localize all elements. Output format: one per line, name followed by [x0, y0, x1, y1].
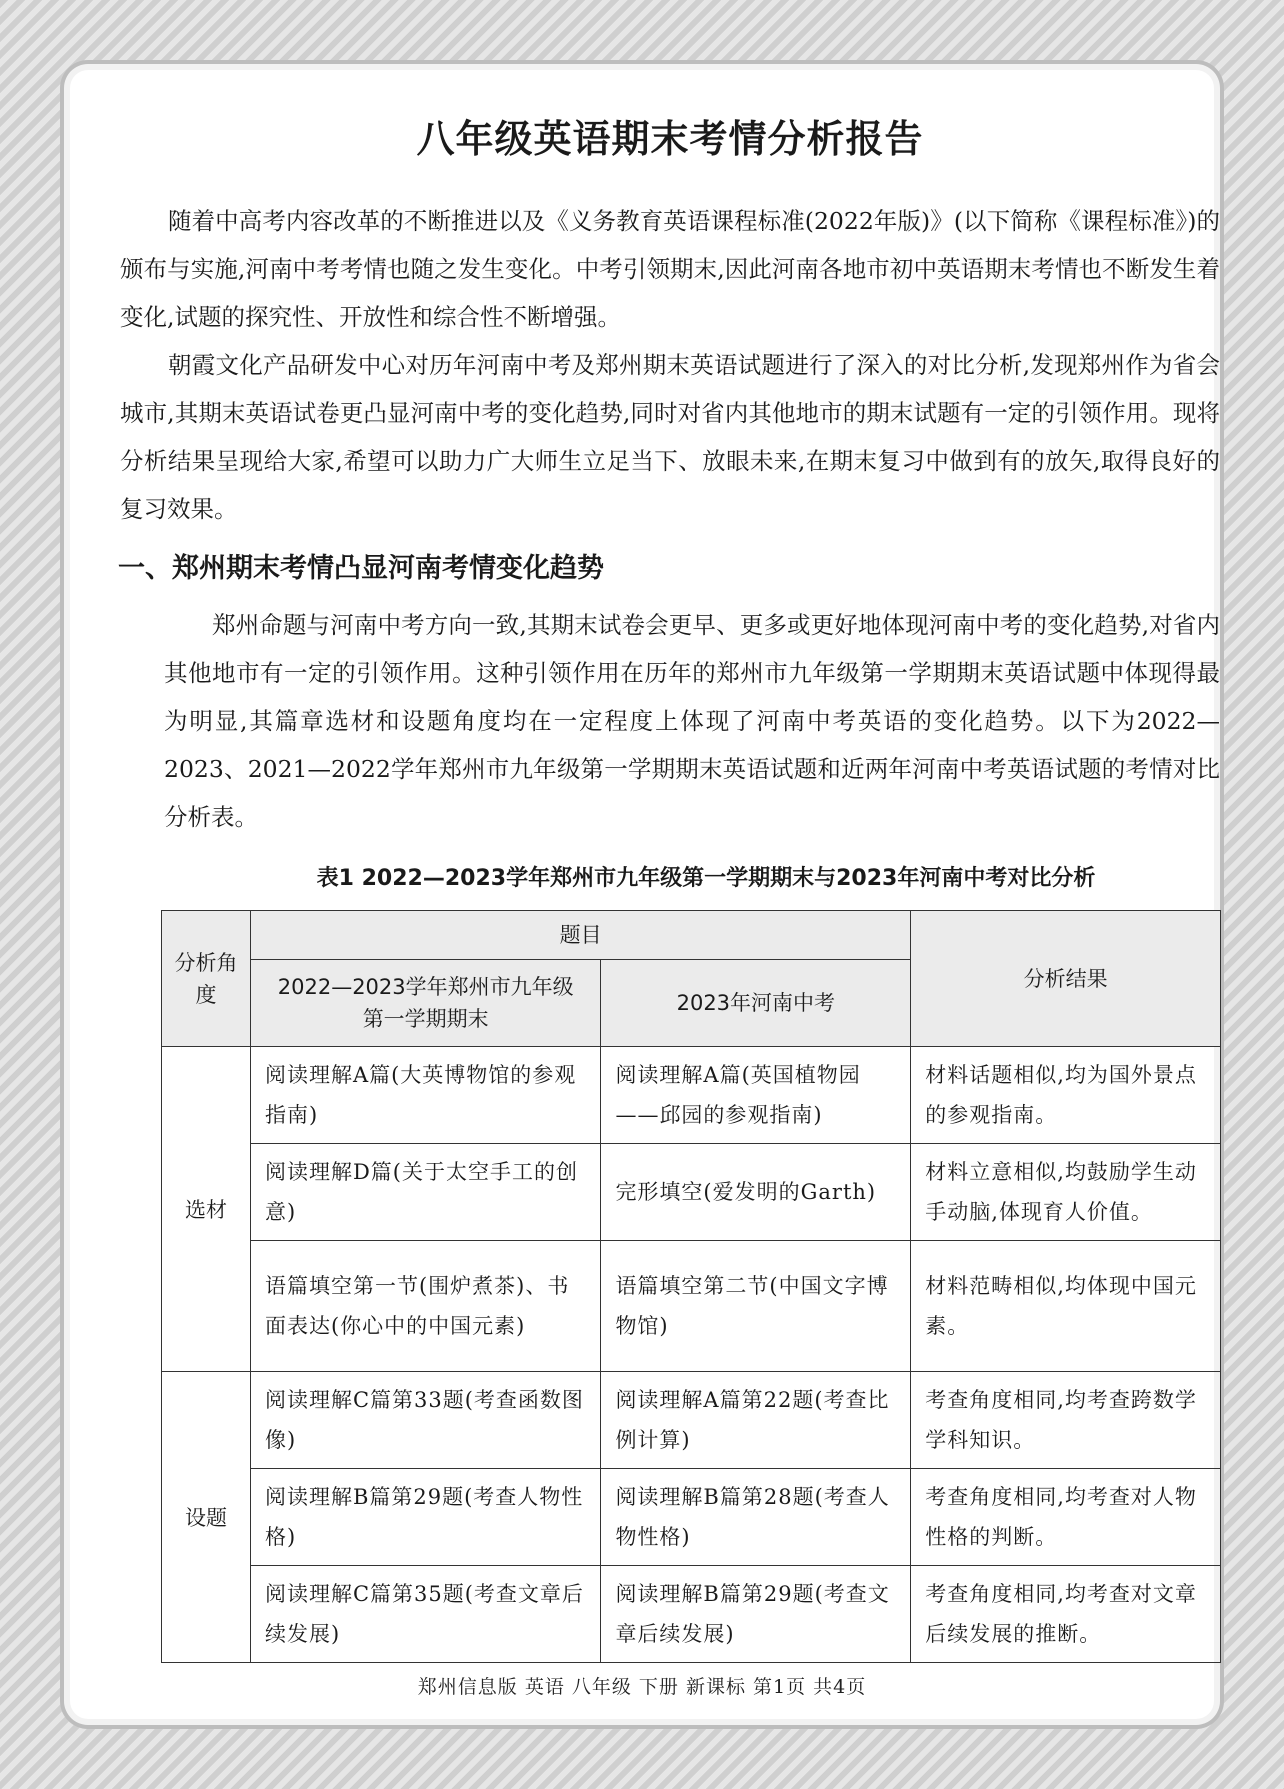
result-cell: 材料范畴相似,均体现中国元素。 — [911, 1241, 1221, 1372]
page-footer: 郑州信息版 英语 八年级 下册 新课标 第1页 共4页 — [417, 1676, 867, 1698]
henan-cell: 语篇填空第二节(中国文字博物馆) — [601, 1241, 911, 1372]
zhengzhou-cell: 阅读理解C篇第35题(考查文章后续发展) — [250, 1566, 600, 1663]
intro-paragraph-1: 随着中高考内容改革的不断推进以及《义务教育英语课程标准(2022年版)》(以下简称《课程标准》)的颁布与实施,河南中考考情也随之发生变化。中考引领期末,因此河南各地市初中英语期末考情也不断发生着变化,试题的探究性、开放性和综合性不断增强。 — [120, 207, 1220, 331]
zhengzhou-cell: 阅读理解D篇(关于太空手工的创意) — [250, 1144, 600, 1241]
henan-cell: 阅读理解A篇(英国植物园——邱园的参观指南) — [601, 1047, 911, 1144]
table-row — [162, 1144, 1221, 1241]
intro-paragraph-2: 朝霞文化产品研发中心对历年河南中考及郑州期末英语试题进行了深入的对比分析,发现郑州作为省会城市,其期末英语试卷更凸显河南中考的变化趋势,同时对省内其他地市的期末试题有一定的引领作用。现将分析结果呈现给大家,希望可以助力广大师生立足当下、放眼未来,在期末复习中做到有的放矢,取得良好的复习效果。 — [120, 351, 1220, 523]
document-title: 八年级英语期末考情分析报告 — [416, 117, 924, 161]
header-col1: 2022—2023学年郑州市九年级第一学期期末 — [250, 960, 600, 1047]
table-row — [162, 1372, 1221, 1469]
section-paragraph: 郑州命题与河南中考方向一致,其期末试卷会更早、更多或更好地体现河南中考的变化趋势,对省内其他地市有一定的引领作用。这种引领作用在历年的郑州市九年级第一学期期末英语试题中体现得最为明显,其篇章选材和设题角度均在一定程度上体现了河南中考英语的变化趋势。以下为2022—2023、2021—2022学年郑州市九年级第一学期期末英语试题和近两年河南中考英语试题的考情对比分析表。 — [164, 611, 1220, 831]
table-row — [162, 1241, 1221, 1372]
table-row — [162, 1469, 1221, 1566]
zhengzhou-cell: 语篇填空第一节(围炉煮茶)、书面表达(你心中的中国元素) — [250, 1241, 600, 1372]
document-body — [120, 100, 1220, 910]
angle-cell: 设题 — [162, 1372, 251, 1663]
angle-cell: 选材 — [162, 1047, 251, 1372]
result-cell: 材料话题相似,均为国外景点的参观指南。 — [911, 1047, 1221, 1144]
header-topic: 题目 — [250, 911, 910, 960]
header-col2: 2023年河南中考 — [601, 960, 911, 1047]
result-cell: 考查角度相同,均考查跨数学学科知识。 — [911, 1372, 1221, 1469]
header-result: 分析结果 — [911, 911, 1221, 1047]
henan-cell: 阅读理解B篇第28题(考查人物性格) — [601, 1469, 911, 1566]
header-angle: 分析角度 — [162, 911, 251, 1047]
henan-cell: 阅读理解A篇第22题(考查比例计算) — [601, 1372, 911, 1469]
result-cell: 考查角度相同,均考查对人物性格的判断。 — [911, 1469, 1221, 1566]
zhengzhou-cell: 阅读理解A篇(大英博物馆的参观指南) — [250, 1047, 600, 1144]
section-heading: 一、郑州期末考情凸显河南考情变化趋势 — [118, 553, 604, 584]
table-row — [162, 1047, 1221, 1144]
zhengzhou-cell: 阅读理解B篇第29题(考查人物性格) — [250, 1469, 600, 1566]
table-row — [162, 1566, 1221, 1663]
result-cell: 材料立意相似,均鼓励学生动手动脑,体现育人价值。 — [911, 1144, 1221, 1241]
zhengzhou-cell: 阅读理解C篇第33题(考查函数图像) — [250, 1372, 600, 1469]
table-caption: 表1 2022—2023学年郑州市九年级第一学期期末与2023年河南中考对比分析 — [316, 866, 1096, 891]
henan-cell: 完形填空(爱发明的Garth) — [601, 1144, 911, 1241]
henan-cell: 阅读理解B篇第29题(考查文章后续发展) — [601, 1566, 911, 1663]
comparison-table — [161, 910, 1221, 1663]
result-cell: 考查角度相同,均考查对文章后续发展的推断。 — [911, 1566, 1221, 1663]
